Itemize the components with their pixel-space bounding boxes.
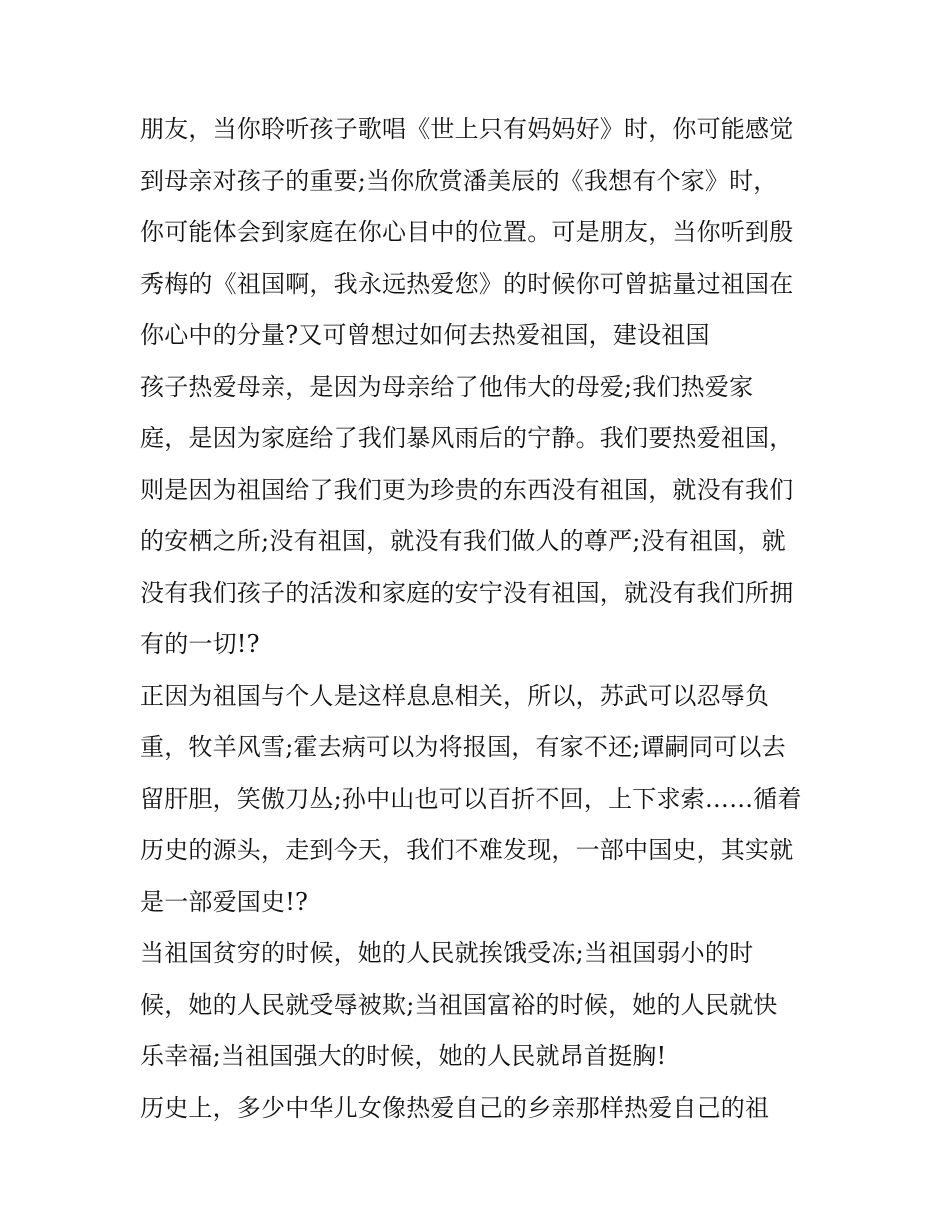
text-line: 你可能体会到家庭在你心目中的位置。可是朋友，当你听到殷: [140, 218, 794, 246]
text-line: 朋友，当你聆听孩子歌唱《世上只有妈妈好》时，你可能感觉: [140, 115, 794, 143]
text-line: 当祖国贫穷的时候，她的人民就挨饿受冻;当祖国弱小的时: [140, 939, 754, 967]
text-line: 孩子热爱母亲，是因为母亲给了他伟大的母爱;我们热爱家: [140, 372, 754, 401]
text-line: 重，牧羊风雪;霍去病可以为将报国，有家不还;谭嗣同可以去: [140, 733, 786, 761]
text-line: 历史上，多少中华儿女像热爱自己的乡亲那样热爱自己的祖: [140, 1093, 770, 1122]
text-line: 有的一切!?: [140, 630, 260, 658]
text-line: 则是因为祖国给了我们更为珍贵的东西没有祖国，就没有我们: [140, 475, 794, 504]
text-line: 没有我们孩子的活泼和家庭的安宁没有祖国，就没有我们所拥: [140, 578, 794, 607]
text-line: 你心中的分量?又可曾想过如何去热爱祖国，建设祖国: [140, 321, 710, 349]
text-line: 留肝胆，笑傲刀丛;孙中山也可以百折不回，上下求索……循着: [140, 784, 802, 813]
text-line: 庭，是因为家庭给了我们暴风雨后的宁静。我们要热爱祖国，: [140, 424, 794, 452]
text-line: 候，她的人民就受辱被欺;当祖国富裕的时候，她的人民就快: [140, 990, 778, 1019]
document-body: [140, 104, 830, 1134]
text-line: 正因为祖国与个人是这样息息相关，所以，苏武可以忍辱负: [140, 681, 770, 710]
text-line: 秀梅的《祖国啊，我永远热爱您》的时候你可曾掂量过祖国在: [140, 269, 794, 298]
text-line: 历史的源头，走到今天，我们不难发现，一部中国史，其实就: [140, 836, 794, 864]
text-line: 到母亲对孩子的重要;当你欣赏潘美辰的《我想有个家》时，: [140, 166, 778, 195]
text-line: 乐幸福;当祖国强大的时候，她的人民就昂首挺胸!: [140, 1042, 667, 1070]
text-line: 的安栖之所;没有祖国，就没有我们做人的尊严;没有祖国，就: [140, 527, 786, 555]
text-line: 是一部爱国史!?: [140, 887, 309, 916]
